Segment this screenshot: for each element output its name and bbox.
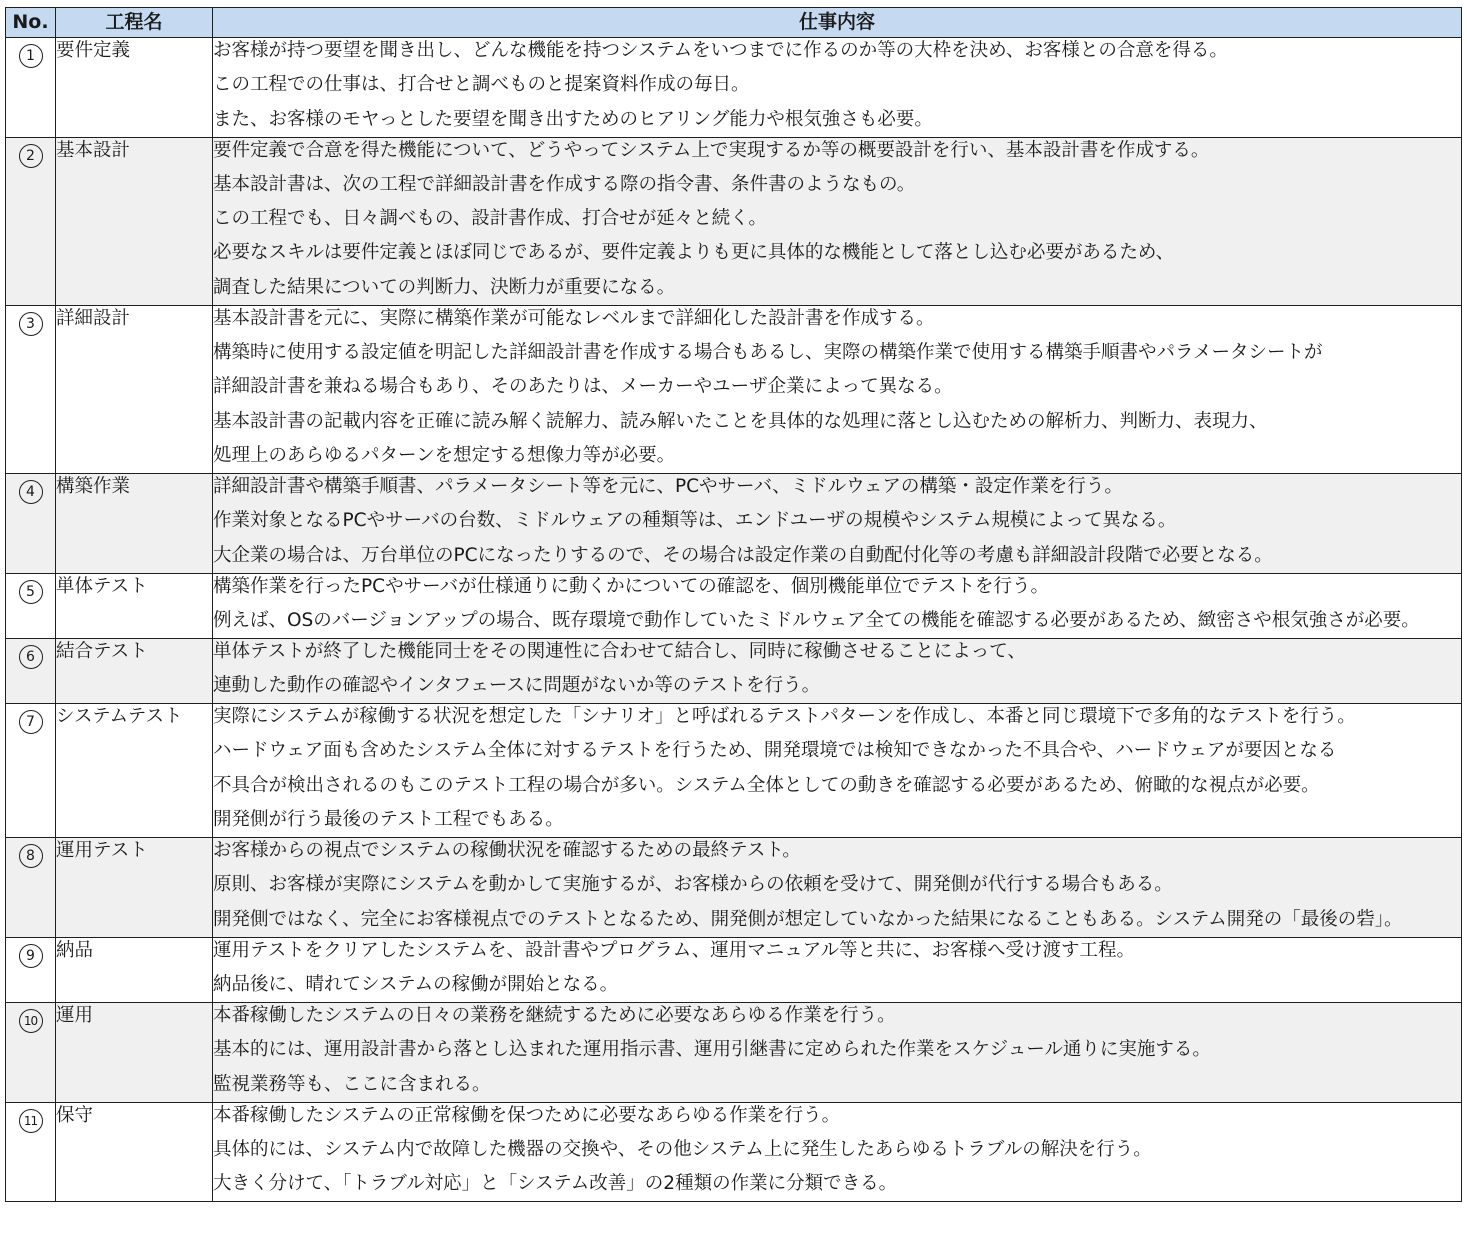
- work-content-line: お客様からの視点でシステムの稼働状況を確認するための最終テスト。: [213, 840, 801, 862]
- table-row: [6, 473, 1462, 573]
- table-row: [6, 1102, 1462, 1202]
- work-content-line: 構築作業を行ったPCやサーバが仕様通りに動くかについての確認を、個別機能単位でテストを行う。: [213, 575, 1050, 597]
- table-row: [6, 305, 1462, 473]
- process-name-cell: 詳細設計: [56, 305, 213, 473]
- work-content-line: 処理上のあらゆるパターンを想定する想像力等が必要。: [213, 444, 676, 466]
- work-content-line: 具体的には、システム内で故障した機器の交換や、その他システム上に発生したあらゆるトラブルの解決を行う。: [213, 1138, 1152, 1160]
- process-name-cell: 構築作業: [56, 473, 213, 573]
- process-name-cell: 運用テスト: [56, 838, 213, 938]
- work-content-line: 単体テストが終了した機能同士をその関連性に合わせて結合し、同時に稼働させることによって、: [213, 640, 1026, 662]
- circled-number: 1: [19, 44, 43, 68]
- row-number-cell: [6, 473, 56, 573]
- work-content-line: 実際にシステムが稼働する状況を想定した「シナリオ」と呼ばれるテストパターンを作成し、本番と同じ環境下で多角的なテストを行う。: [213, 706, 1356, 728]
- table-row: [6, 704, 1462, 838]
- header-work-content: 仕事内容: [213, 8, 1462, 38]
- process-name-cell: 結合テスト: [56, 638, 213, 703]
- work-content-cell: [213, 638, 1462, 703]
- row-number-cell: [6, 1002, 56, 1102]
- work-content-line: 本番稼働したシステムの正常稼働を保つために必要なあらゆる作業を行う。: [213, 1104, 841, 1126]
- work-content-line: 大企業の場合は、万台単位のPCになったりするので、その場合は設定作業の自動配付化等の考慮も詳細設計段階で必要となる。: [213, 544, 1273, 566]
- table-row: [6, 1002, 1462, 1102]
- circled-number: 11: [19, 1109, 43, 1133]
- work-content-line: 監視業務等も、ここに含まれる。: [213, 1073, 491, 1095]
- work-content-line: また、お客様のモヤっとした要望を聞き出すためのヒアリング能力や根気強さも必要。: [213, 108, 933, 130]
- circled-number: 9: [19, 944, 43, 968]
- row-number-cell: [6, 704, 56, 838]
- row-number-cell: [6, 937, 56, 1002]
- circled-number: 4: [19, 480, 43, 504]
- table-row: [6, 573, 1462, 638]
- work-content-line: 必要なスキルは要件定義とほぼ同じであるが、要件定義よりも更に具体的な機能として落とし込む必要があるため、: [213, 242, 1175, 264]
- row-number-cell: [6, 305, 56, 473]
- row-number-cell: [6, 573, 56, 638]
- work-content-line: 基本的には、運用設計書から落とし込まれた運用指示書、運用引継書に定められた作業をスケジュール通りに実施する。: [213, 1039, 1211, 1061]
- work-content-line: 納品後に、晴れてシステムの稼働が開始となる。: [213, 973, 619, 995]
- work-content-line: 基本設計書の記載内容を正確に読み解く読解力、読み解いたことを具体的な処理に落とし込むための解析力、判断力、表現力、: [213, 410, 1268, 432]
- process-name-cell: 基本設計: [56, 137, 213, 305]
- work-content-line: 作業対象となるPCやサーバの台数、ミドルウェアの種類等は、エンドユーザの規模やシステム規模によって異なる。: [213, 510, 1177, 532]
- work-content-line: 本番稼働したシステムの日々の業務を継続するために必要なあらゆる作業を行う。: [213, 1004, 896, 1026]
- table-row: [6, 638, 1462, 703]
- circled-number: 10: [19, 1009, 43, 1033]
- work-content-line: この工程での仕事は、打合せと調べものと提案資料作成の毎日。: [213, 74, 750, 96]
- work-content-line: 大きく分けて、「トラブル対応」と「システム改善」の2種類の作業に分類できる。: [213, 1173, 898, 1195]
- process-name-cell: システムテスト: [56, 704, 213, 838]
- process-name-cell: 運用: [56, 1002, 213, 1102]
- header-process-name: 工程名: [56, 8, 213, 38]
- work-content-line: 原則、お客様が実際にシステムを動かして実施するが、お客様からの依頼を受けて、開発側が代行する場合もある。: [213, 874, 1173, 896]
- work-content-cell: [213, 573, 1462, 638]
- work-content-line: 基本設計書は、次の工程で詳細設計書を作成する際の指令書、条件書のようなもの。: [213, 173, 916, 195]
- row-number-cell: [6, 838, 56, 938]
- table-row: [6, 937, 1462, 1002]
- process-name-cell: 納品: [56, 937, 213, 1002]
- circled-number: 2: [19, 144, 43, 168]
- row-number-cell: [6, 1102, 56, 1202]
- row-number-cell: [6, 137, 56, 305]
- work-content-cell: [213, 473, 1462, 573]
- circled-number: 8: [19, 844, 43, 868]
- row-number-cell: [6, 38, 56, 138]
- row-number-cell: [6, 638, 56, 703]
- work-content-cell: [213, 838, 1462, 938]
- work-content-cell: [213, 38, 1462, 138]
- process-table: [5, 7, 1462, 1202]
- table-body: [6, 38, 1462, 1202]
- circled-number: 7: [19, 710, 43, 734]
- work-content-cell: [213, 704, 1462, 838]
- circled-number: 5: [19, 580, 43, 604]
- work-content-cell: [213, 305, 1462, 473]
- work-content-line: 例えば、OSのバージョンアップの場合、既存環境で動作していたミドルウェア全ての機能を確認する必要があるため、緻密さや根気強さが必要。: [213, 609, 1420, 631]
- header-no: No.: [6, 8, 56, 38]
- work-content-line: 詳細設計書や構築手順書、パラメータシート等を元に、PCやサーバ、ミドルウェアの構築・設定作業を行う。: [213, 475, 1123, 497]
- work-content-line: この工程でも、日々調べもの、設計書作成、打合せが延々と続く。: [213, 208, 767, 230]
- work-content-line: 構築時に使用する設定値を明記した詳細設計書を作成する場合もあるし、実際の構築作業で使用する構築手順書やパラメータシートが: [213, 342, 1323, 364]
- work-content-line: ハードウェア面も含めたシステム全体に対するテストを行うため、開発環境では検知できなかった不具合や、ハードウェアが要因となる: [213, 740, 1337, 762]
- work-content-line: 開発側が行う最後のテスト工程でもある。: [213, 809, 564, 831]
- work-content-line: 調査した結果についての判断力、決断力が重要になる。: [213, 276, 676, 298]
- work-content-cell: [213, 137, 1462, 305]
- work-content-line: 運用テストをクリアしたシステムを、設計書やプログラム、運用マニュアル等と共に、お客様へ受け渡す工程。: [213, 939, 1136, 961]
- table-row: [6, 38, 1462, 138]
- work-content-cell: [213, 1002, 1462, 1102]
- work-content-line: お客様が持つ要望を聞き出し、どんな機能を持つシステムをいつまでに作るのか等の大枠を決め、お客様との合意を得る。: [213, 40, 1228, 61]
- work-content-line: 詳細設計書を兼ねる場合もあり、そのあたりは、メーカーやユーザ企業によって異なる。: [213, 376, 953, 398]
- work-content-line: 要件定義で合意を得た機能について、どうやってシステム上で実現するか等の概要設計を行い、基本設計書を作成する。: [213, 139, 1210, 161]
- work-content-line: 開発側ではなく、完全にお客様視点でのテストとなるため、開発側が想定していなかった結果になることもある。システム開発の「最後の砦」。: [213, 908, 1403, 930]
- circled-number: 3: [19, 312, 43, 336]
- process-table-sheet: [5, 7, 1461, 1202]
- table-row: [6, 838, 1462, 938]
- work-content-cell: [213, 937, 1462, 1002]
- table-row: [6, 137, 1462, 305]
- work-content-line: 不具合が検出されるのもこのテスト工程の場合が多い。システム全体としての動きを確認する必要があるため、俯瞰的な視点が必要。: [213, 774, 1320, 796]
- circled-number: 6: [19, 645, 43, 669]
- process-name-cell: 単体テスト: [56, 573, 213, 638]
- work-content-line: 連動した動作の確認やインタフェースに問題がないか等のテストを行う。: [213, 675, 821, 697]
- process-name-cell: 保守: [56, 1102, 213, 1202]
- work-content-cell: [213, 1102, 1462, 1202]
- work-content-line: 基本設計書を元に、実際に構築作業が可能なレベルまで詳細化した設計書を作成する。: [213, 307, 935, 329]
- process-name-cell: 要件定義: [56, 38, 213, 138]
- table-header-row: [6, 8, 1462, 38]
